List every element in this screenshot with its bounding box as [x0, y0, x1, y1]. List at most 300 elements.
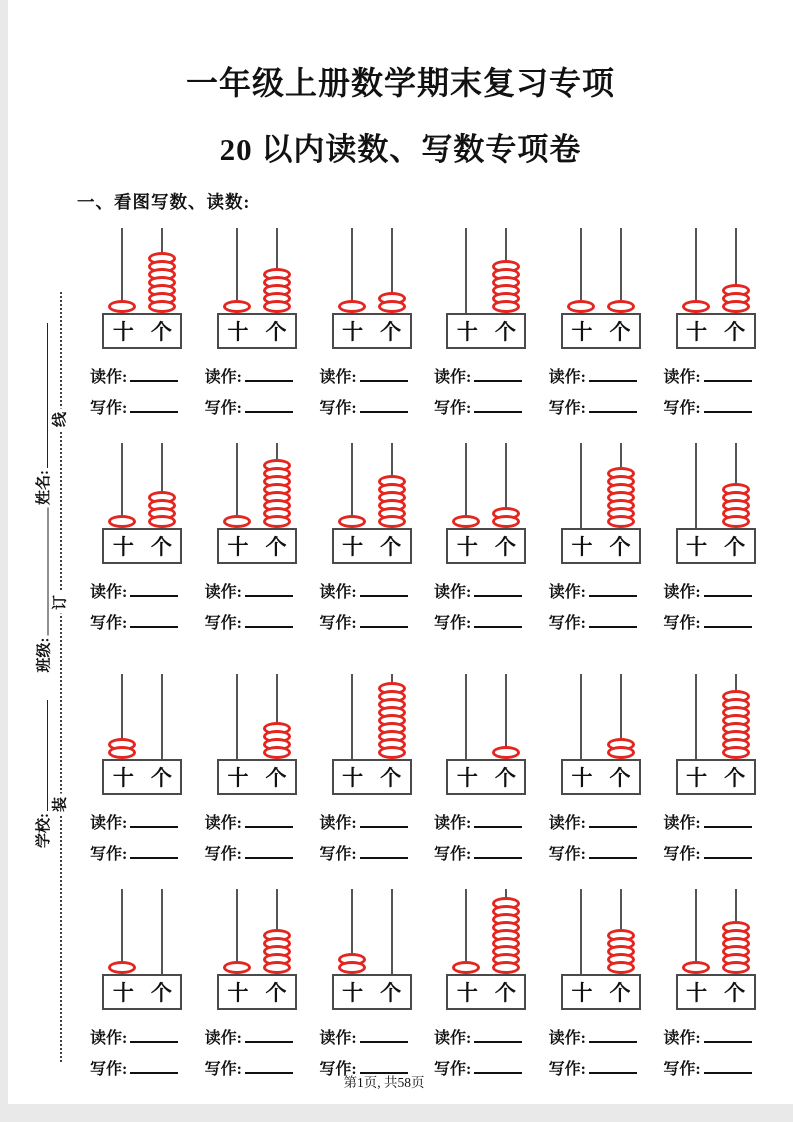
read-as-label: 读作: [319, 584, 357, 601]
frame-tens-label: 十 [227, 320, 249, 344]
abacus-bead [108, 300, 136, 313]
ones-beads-stack [722, 483, 750, 528]
abacus-frame [217, 759, 297, 795]
read-as-line [205, 579, 293, 601]
binding-char-line: 线 [52, 409, 71, 431]
abacus [102, 228, 182, 349]
abacus-frame [446, 528, 526, 564]
write-as-line [549, 395, 637, 417]
write-as-label: 写作: [433, 400, 472, 417]
abacus-frame [676, 528, 756, 564]
abacus [561, 443, 641, 564]
abacus-bead [722, 300, 750, 313]
read-answer-blank [474, 367, 522, 382]
read-answer-blank [245, 813, 293, 828]
frame-ones-label: 个 [724, 766, 746, 790]
page-title: 一年级上册数学期末复习专项 [185, 65, 615, 101]
write-as-line [90, 610, 178, 632]
tens-rod [580, 889, 582, 974]
frame-ones-label: 个 [609, 535, 631, 559]
abacus-bead [263, 300, 291, 313]
abacus-cell [200, 889, 315, 1078]
write-as-line [205, 395, 293, 417]
read-as-label: 读作: [204, 815, 242, 832]
abacus-cell [544, 889, 659, 1078]
read-answer-blank [704, 367, 752, 382]
tens-rod [580, 674, 582, 759]
abacus-frame [217, 974, 297, 1010]
write-as-label: 写作: [319, 615, 357, 632]
write-as-label: 写作: [90, 846, 128, 863]
abacus-rods [102, 674, 182, 759]
abacus-cell [429, 443, 544, 632]
write-as-line [434, 610, 522, 632]
write-as-line [434, 395, 522, 417]
read-as-line [90, 810, 178, 832]
frame-ones-label: 个 [265, 981, 287, 1005]
frame-tens-label: 十 [112, 766, 134, 790]
read-as-label: 读作: [90, 584, 128, 601]
abacus-cell [314, 443, 429, 632]
abacus-frame [561, 759, 641, 795]
frame-ones-label: 个 [494, 766, 516, 790]
abacus [102, 443, 182, 564]
read-answer-blank [474, 582, 522, 597]
abacus-frame [332, 528, 412, 564]
read-answer-blank [474, 1028, 522, 1043]
abacus-bead [263, 961, 291, 974]
ones-beads-stack [263, 929, 291, 974]
read-as-line [434, 810, 522, 832]
write-answer-blank [360, 398, 408, 413]
abacus-cell [544, 674, 659, 863]
ones-beads-stack [607, 738, 635, 759]
frame-ones-label: 个 [724, 535, 746, 559]
frame-ones-label: 个 [494, 320, 516, 344]
abacus [446, 443, 526, 564]
write-as-label: 写作: [433, 1061, 472, 1078]
frame-ones-label: 个 [609, 320, 631, 344]
write-answer-blank [245, 613, 293, 628]
frame-ones-label: 个 [380, 535, 402, 559]
frame-tens-label: 十 [456, 766, 478, 790]
abacus-bead [148, 515, 176, 528]
frame-tens-label: 十 [112, 981, 134, 1005]
tens-rod [580, 443, 582, 528]
frame-tens-label: 十 [686, 981, 708, 1005]
write-as-label: 写作: [90, 400, 128, 417]
write-as-line [663, 610, 751, 632]
write-answer-blank [704, 398, 752, 413]
abacus-cell [429, 889, 544, 1078]
ones-rod [161, 674, 163, 759]
frame-tens-label: 十 [342, 535, 364, 559]
abacus-bead [452, 961, 480, 974]
ones-beads-stack [607, 929, 635, 974]
abacus-frame [676, 313, 756, 349]
worksheet-row [85, 889, 773, 1078]
abacus-frame [561, 974, 641, 1010]
abacus-rods [676, 674, 756, 759]
ones-beads-stack [492, 746, 520, 759]
write-as-label: 写作: [319, 1061, 357, 1078]
abacus [676, 674, 756, 795]
abacus-frame [676, 974, 756, 1010]
read-as-label: 读作: [548, 1030, 586, 1047]
tens-beads-stack [223, 961, 251, 974]
abacus-frame [102, 974, 182, 1010]
frame-ones-label: 个 [494, 535, 516, 559]
abacus-cell [85, 443, 200, 632]
abacus-rods [446, 228, 526, 313]
read-as-label: 读作: [319, 1030, 357, 1047]
frame-ones-label: 个 [494, 981, 516, 1005]
read-as-label: 读作: [433, 1030, 472, 1047]
read-as-label: 读作: [663, 369, 701, 386]
frame-tens-label: 十 [456, 320, 478, 344]
abacus-bead [567, 300, 595, 313]
abacus [446, 228, 526, 349]
abacus [561, 889, 641, 1010]
tens-beads-stack [223, 300, 251, 313]
ones-beads-stack [148, 491, 176, 528]
abacus-rods [332, 443, 412, 528]
abacus [217, 443, 297, 564]
write-answer-blank [130, 398, 178, 413]
read-as-line [663, 1025, 751, 1047]
read-answer-blank [245, 582, 293, 597]
abacus-cell [314, 674, 429, 863]
frame-ones-label: 个 [380, 766, 402, 790]
school-field-label: 学校: [35, 813, 52, 848]
abacus-cell [314, 228, 429, 417]
abacus-frame [446, 759, 526, 795]
abacus-bead [607, 961, 635, 974]
ones-rod [161, 889, 163, 974]
abacus-cell [200, 228, 315, 417]
abacus-bead [378, 300, 406, 313]
abacus-frame [102, 759, 182, 795]
read-as-line [205, 1025, 293, 1047]
read-answer-blank [360, 813, 408, 828]
write-as-label: 写作: [204, 400, 242, 417]
write-as-line [90, 395, 178, 417]
read-as-label: 读作: [433, 815, 472, 832]
ones-beads-stack [378, 292, 406, 313]
frame-tens-label: 十 [112, 320, 134, 344]
abacus-frame [102, 313, 182, 349]
frame-tens-label: 十 [686, 766, 708, 790]
read-as-label: 读作: [319, 815, 357, 832]
abacus-cell [429, 674, 544, 863]
frame-ones-label: 个 [724, 981, 746, 1005]
abacus [332, 674, 412, 795]
read-as-line [434, 579, 522, 601]
frame-ones-label: 个 [150, 766, 172, 790]
read-as-line [319, 1025, 407, 1047]
abacus-cell [544, 228, 659, 417]
abacus-bead [722, 515, 750, 528]
write-answer-blank [589, 613, 637, 628]
abacus-frame [332, 759, 412, 795]
write-answer-blank [360, 844, 408, 859]
abacus-bead [338, 515, 366, 528]
abacus [217, 674, 297, 795]
write-as-label: 写作: [90, 1061, 128, 1078]
tens-beads-stack [108, 961, 136, 974]
abacus-bead [492, 515, 520, 528]
abacus-rods [217, 443, 297, 528]
ones-beads-stack [492, 260, 520, 313]
frame-tens-label: 十 [456, 535, 478, 559]
worksheet-rows [8, 0, 793, 1104]
read-answer-blank [704, 582, 752, 597]
abacus [561, 674, 641, 795]
read-answer-blank [589, 367, 637, 382]
frame-tens-label: 十 [112, 535, 134, 559]
write-answer-blank [130, 844, 178, 859]
abacus [676, 889, 756, 1010]
read-answer-blank [245, 367, 293, 382]
write-as-label: 写作: [548, 615, 586, 632]
write-as-line [205, 841, 293, 863]
abacus-bead [607, 515, 635, 528]
read-as-label: 读作: [433, 369, 472, 386]
abacus-bead [607, 746, 635, 759]
frame-tens-label: 十 [571, 535, 593, 559]
abacus-cell [429, 228, 544, 417]
abacus-rods [561, 674, 641, 759]
write-as-label: 写作: [663, 615, 701, 632]
abacus [217, 228, 297, 349]
read-answer-blank [245, 1028, 293, 1043]
abacus-rods [332, 674, 412, 759]
write-as-line [434, 841, 522, 863]
read-answer-blank [589, 1028, 637, 1043]
ones-beads-stack [722, 284, 750, 313]
abacus-frame [676, 759, 756, 795]
tens-rod [695, 443, 697, 528]
read-as-label: 读作: [433, 584, 472, 601]
read-as-label: 读作: [663, 584, 701, 601]
write-as-label: 写作: [204, 615, 242, 632]
read-answer-blank [130, 367, 178, 382]
read-answer-blank [704, 1028, 752, 1043]
read-as-line [434, 364, 522, 386]
abacus-bead [223, 300, 251, 313]
abacus-bead [722, 961, 750, 974]
abacus-bead [492, 746, 520, 759]
tens-beads-stack [452, 515, 480, 528]
abacus-rods [446, 889, 526, 974]
tens-beads-stack [223, 515, 251, 528]
page-footer: 第1页, 共58页 [343, 1075, 425, 1090]
abacus-bead [148, 300, 176, 313]
binding-char-staple: 订 [52, 592, 71, 614]
abacus-bead [108, 515, 136, 528]
abacus-bead [263, 515, 291, 528]
abacus-bead [452, 515, 480, 528]
read-answer-blank [589, 813, 637, 828]
abacus-cell [314, 889, 429, 1078]
frame-ones-label: 个 [265, 535, 287, 559]
abacus-bead [108, 961, 136, 974]
abacus [676, 228, 756, 349]
tens-rod [465, 228, 467, 313]
abacus [446, 889, 526, 1010]
read-as-line [663, 810, 751, 832]
write-as-label: 写作: [433, 846, 472, 863]
read-answer-blank [360, 582, 408, 597]
abacus-bead [108, 746, 136, 759]
abacus-cell [85, 889, 200, 1078]
abacus [102, 889, 182, 1010]
tens-rod [236, 674, 238, 759]
read-answer-blank [130, 582, 178, 597]
write-as-label: 写作: [548, 1061, 586, 1078]
abacus-cell [658, 674, 773, 863]
abacus-frame [561, 313, 641, 349]
frame-ones-label: 个 [265, 320, 287, 344]
abacus-rods [676, 889, 756, 974]
abacus-rods [676, 443, 756, 528]
abacus [446, 674, 526, 795]
abacus-rods [102, 228, 182, 313]
tens-rod [351, 674, 353, 759]
abacus-frame [332, 313, 412, 349]
tens-beads-stack [108, 300, 136, 313]
abacus-bead [682, 961, 710, 974]
abacus-rods [217, 674, 297, 759]
tens-rod [465, 674, 467, 759]
abacus [676, 443, 756, 564]
read-as-line [90, 364, 178, 386]
abacus [332, 443, 412, 564]
abacus-bead [607, 300, 635, 313]
ones-beads-stack [722, 690, 750, 759]
read-as-label: 读作: [204, 369, 242, 386]
frame-ones-label: 个 [380, 981, 402, 1005]
abacus-bead [223, 961, 251, 974]
write-answer-blank [474, 398, 522, 413]
abacus-rods [217, 889, 297, 974]
abacus-bead [378, 515, 406, 528]
abacus-cell [658, 443, 773, 632]
tens-beads-stack [108, 515, 136, 528]
read-as-label: 读作: [204, 1030, 242, 1047]
abacus-frame [446, 974, 526, 1010]
read-as-line [90, 1025, 178, 1047]
abacus-cell [658, 889, 773, 1078]
read-as-line [205, 810, 293, 832]
read-answer-blank [589, 582, 637, 597]
read-as-label: 读作: [548, 369, 586, 386]
ones-beads-stack [378, 682, 406, 759]
read-as-line [549, 1025, 637, 1047]
write-as-label: 写作: [663, 846, 701, 863]
ones-beads-stack [607, 467, 635, 528]
name-field-label: 姓名: [35, 470, 52, 505]
frame-tens-label: 十 [571, 766, 593, 790]
frame-tens-label: 十 [342, 766, 364, 790]
frame-tens-label: 十 [686, 320, 708, 344]
abacus-bead [722, 746, 750, 759]
write-answer-blank [245, 844, 293, 859]
worksheet-row [85, 674, 773, 863]
worksheet-row [85, 228, 773, 417]
frame-ones-label: 个 [150, 320, 172, 344]
frame-ones-label: 个 [609, 766, 631, 790]
section-heading: 一、看图写数、读数: [77, 192, 251, 212]
read-as-line [319, 364, 407, 386]
read-as-label: 读作: [90, 815, 128, 832]
read-answer-blank [704, 813, 752, 828]
write-as-label: 写作: [204, 846, 242, 863]
read-answer-blank [474, 813, 522, 828]
abacus-frame [102, 528, 182, 564]
write-as-label: 写作: [548, 846, 586, 863]
write-answer-blank [245, 398, 293, 413]
read-as-label: 读作: [90, 1030, 128, 1047]
write-as-line [549, 610, 637, 632]
abacus-bead [338, 300, 366, 313]
read-answer-blank [130, 813, 178, 828]
abacus-rods [561, 889, 641, 974]
tens-beads-stack [338, 300, 366, 313]
frame-ones-label: 个 [724, 320, 746, 344]
write-as-label: 写作: [433, 615, 472, 632]
abacus [332, 228, 412, 349]
read-as-line [319, 810, 407, 832]
abacus-cell [658, 228, 773, 417]
abacus-rods [217, 228, 297, 313]
tens-beads-stack [338, 953, 366, 974]
abacus-cell [85, 228, 200, 417]
write-as-line [549, 841, 637, 863]
frame-tens-label: 十 [342, 320, 364, 344]
abacus-rods [102, 889, 182, 974]
write-as-line [90, 841, 178, 863]
abacus-rods [102, 443, 182, 528]
frame-ones-label: 个 [265, 766, 287, 790]
write-as-label: 写作: [90, 615, 128, 632]
frame-tens-label: 十 [456, 981, 478, 1005]
worksheet-row [85, 443, 773, 632]
frame-tens-label: 十 [227, 766, 249, 790]
abacus [561, 228, 641, 349]
frame-ones-label: 个 [150, 535, 172, 559]
write-answer-blank [474, 844, 522, 859]
read-answer-blank [130, 1028, 178, 1043]
page-subtitle: 20 以内读数、写数专项卷 [219, 132, 582, 167]
ones-beads-stack [492, 897, 520, 974]
read-as-label: 读作: [90, 369, 128, 386]
read-as-line [549, 579, 637, 601]
abacus-rods [676, 228, 756, 313]
abacus-frame [561, 528, 641, 564]
abacus-rods [446, 443, 526, 528]
read-as-label: 读作: [548, 584, 586, 601]
abacus-frame [332, 974, 412, 1010]
write-answer-blank [704, 844, 752, 859]
write-as-label: 写作: [663, 400, 701, 417]
abacus-rods [332, 889, 412, 974]
write-as-line [319, 610, 407, 632]
write-answer-blank [704, 613, 752, 628]
frame-tens-label: 十 [686, 535, 708, 559]
read-as-line [205, 364, 293, 386]
write-answer-blank [589, 844, 637, 859]
